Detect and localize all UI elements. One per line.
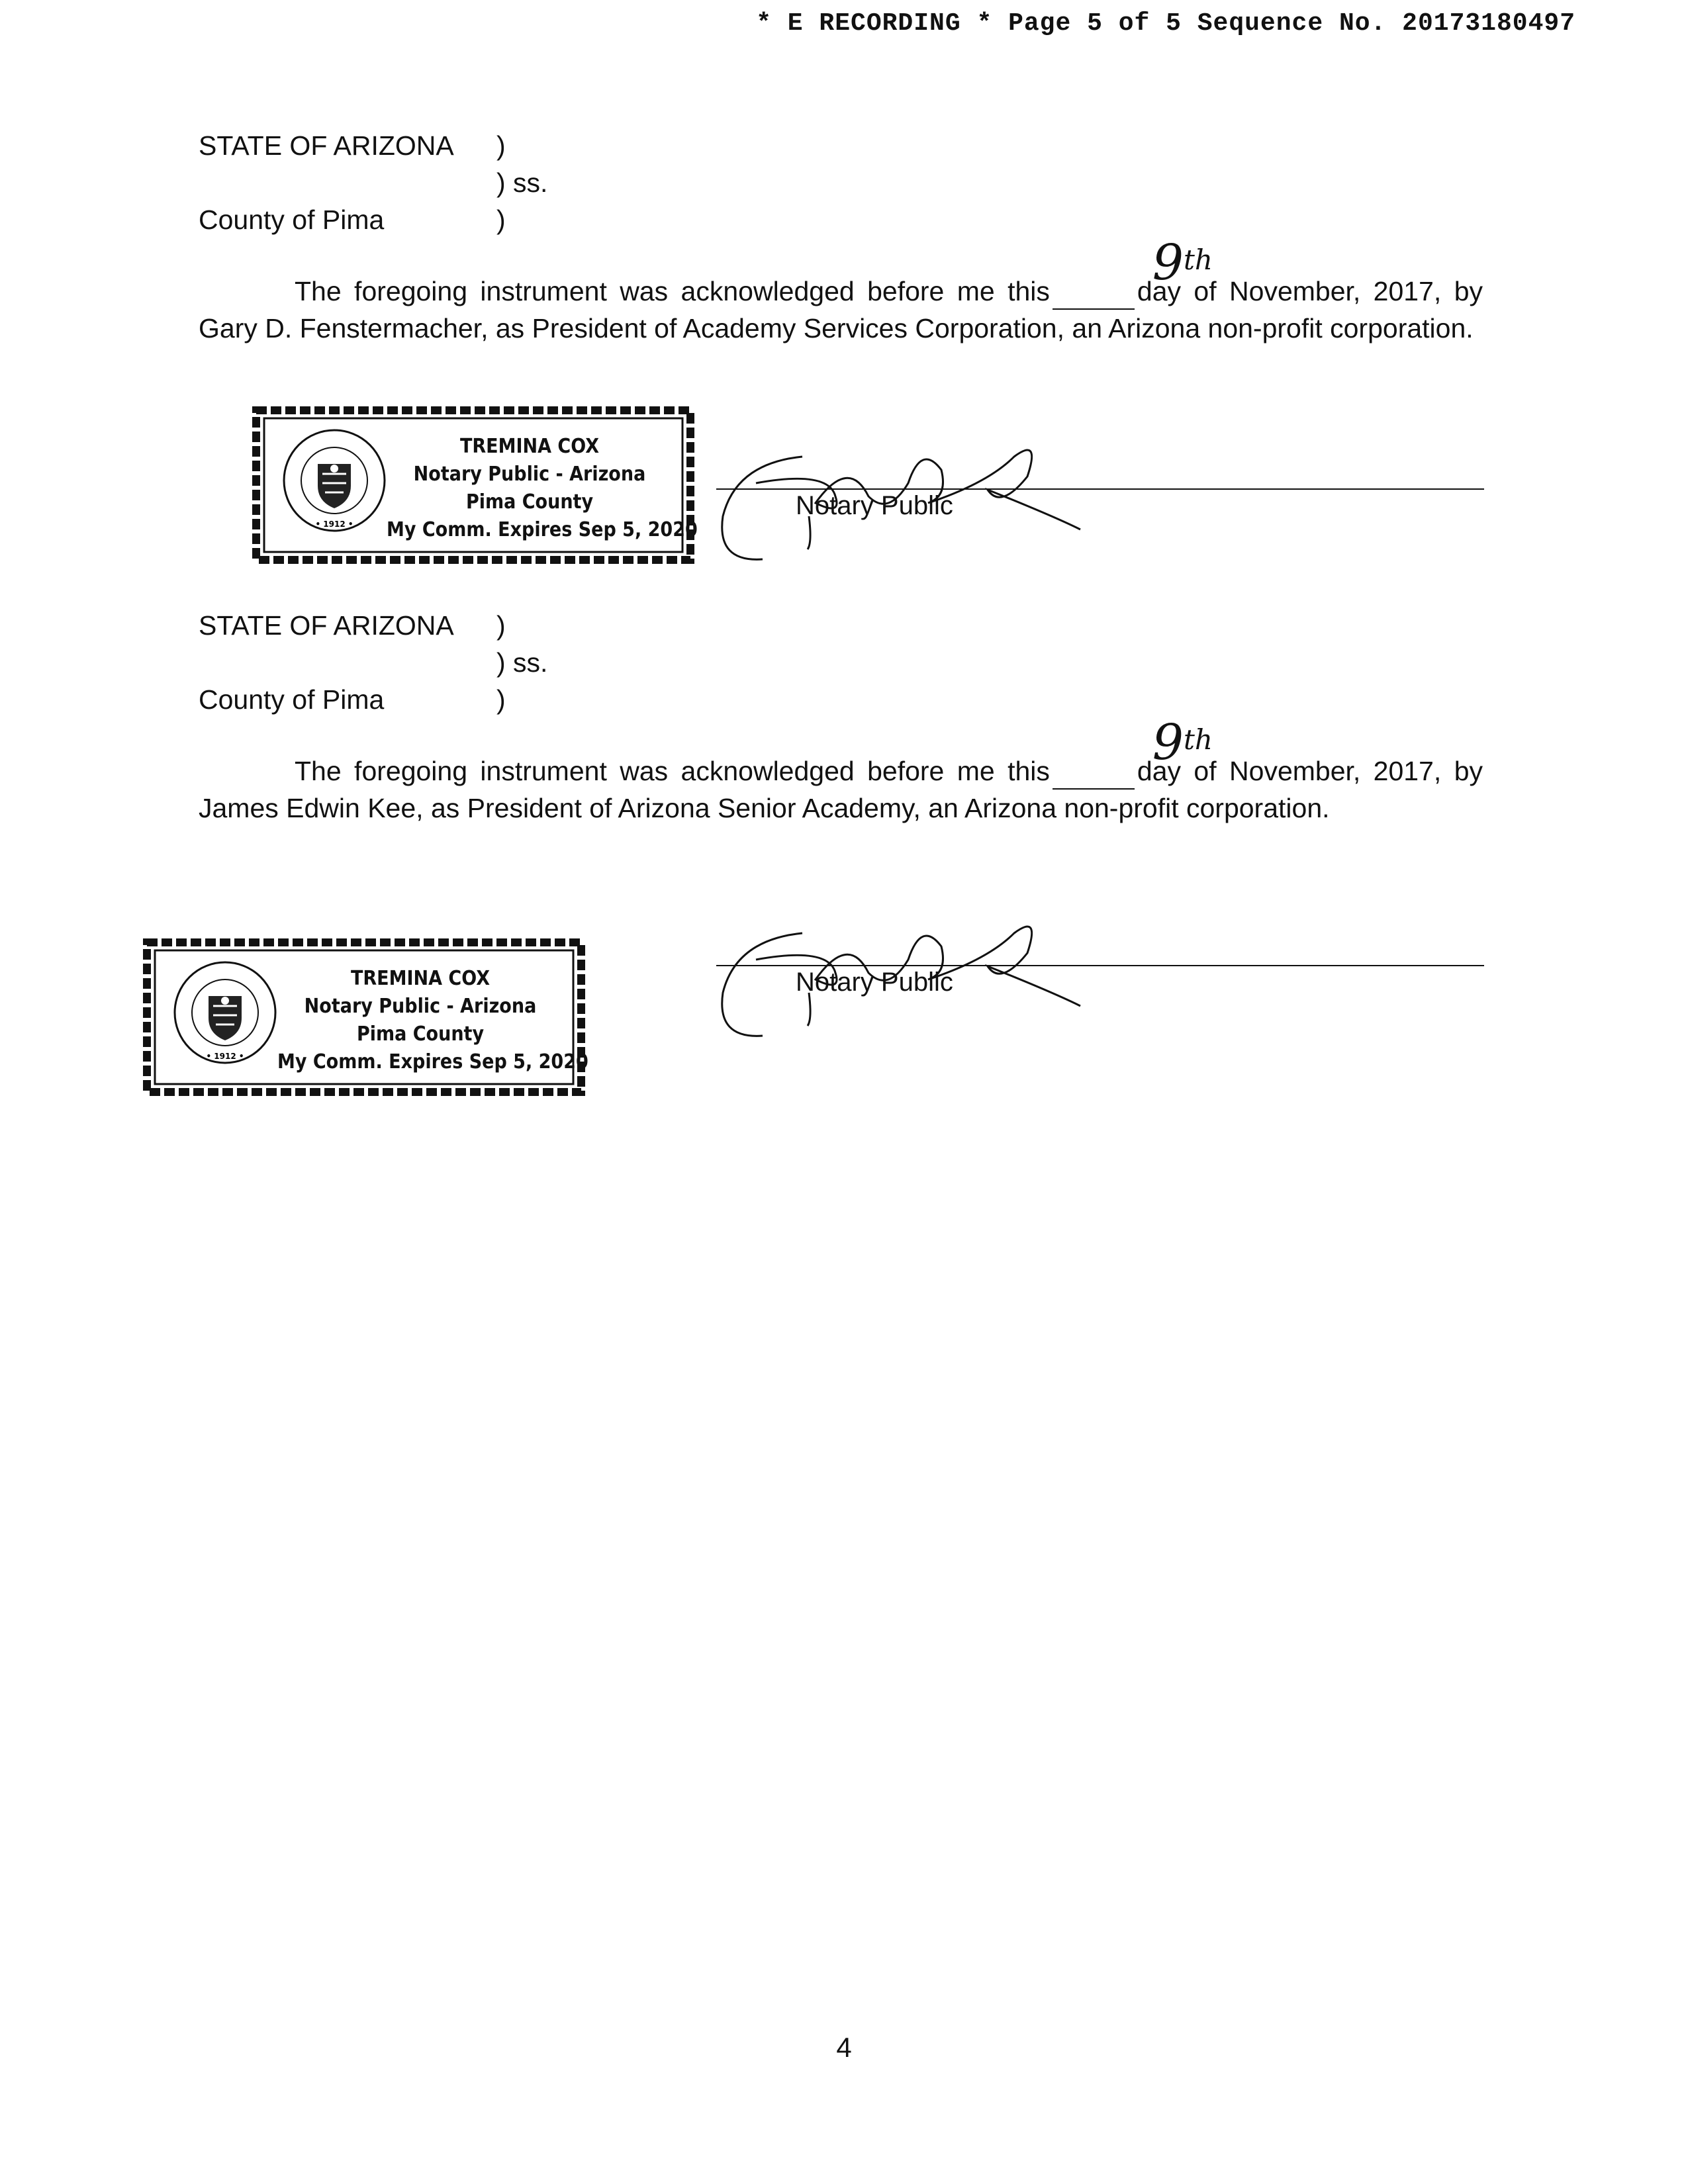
commission-expires: My Comm. Expires Sep 5, 2020: [277, 1050, 588, 1073]
ack-text-after: day of November, 2017, by James Edwin Kee, as President of Arizona Senior Academy, an Arizona non-profit corporation.: [199, 756, 1483, 823]
handwritten-day: 9th: [1152, 234, 1213, 291]
signature-block-2: [716, 927, 1484, 1019]
notary-stamp-1: [242, 396, 705, 574]
recording-header: * E RECORDING * Page 5 of 5 Sequence No. 20173180497: [756, 9, 1575, 38]
state-label: STATE OF ARIZONA: [199, 610, 454, 641]
stamp-text: [387, 433, 698, 544]
ack-text-before: The foregoing instrument was acknowledged before me this: [295, 756, 1050, 786]
day-blank: [1053, 714, 1213, 790]
venue-paren: ): [496, 610, 506, 641]
venue-block-2: [199, 607, 548, 718]
commission-expires: My Comm. Expires Sep 5, 2020: [387, 518, 698, 541]
notary-county: Pima County: [465, 490, 594, 514]
venue-paren: ): [496, 205, 506, 235]
state-label: STATE OF ARIZONA: [199, 130, 454, 161]
venue-paren: ): [496, 130, 506, 161]
venue-block-1: [199, 127, 548, 238]
notary-title: Notary Public - Arizona: [304, 995, 537, 1018]
venue-paren: ): [496, 684, 506, 715]
venue-ss: ) ss.: [496, 167, 548, 198]
signature-line: [716, 488, 1484, 490]
ack-text-before: The foregoing instrument was acknowledged before me this: [295, 276, 1050, 306]
stamp-text: [277, 965, 588, 1076]
day-blank: [1053, 234, 1213, 310]
acknowledgment-paragraph-1: [199, 234, 1483, 347]
notary-county: Pima County: [356, 1023, 485, 1046]
svg-text:• 1912 •: • 1912 •: [315, 520, 353, 529]
signature-block-1: [716, 450, 1484, 543]
county-label: County of Pima: [199, 684, 385, 715]
signature-line: [716, 965, 1484, 966]
notary-stamp-2: [132, 928, 596, 1107]
ack-text-after: day of November, 2017, by Gary D. Fenstermacher, as President of Academy Services Corporation, an Arizona non-profit corporation.: [199, 276, 1483, 343]
notary-title: Notary Public - Arizona: [413, 463, 646, 486]
notary-public-label: Notary Public: [796, 491, 953, 520]
arizona-seal-icon: [281, 428, 387, 533]
notary-public-label: Notary Public: [796, 968, 953, 997]
arizona-seal-icon: [172, 960, 278, 1066]
county-label: County of Pima: [199, 205, 385, 235]
page-number: 4: [836, 2032, 852, 2063]
notary-name: TREMINA COX: [459, 435, 600, 458]
handwritten-day: 9th: [1152, 714, 1213, 771]
venue-ss: ) ss.: [496, 647, 548, 678]
notary-name: TREMINA COX: [350, 967, 491, 990]
acknowledgment-paragraph-2: [199, 714, 1483, 827]
svg-text:• 1912 •: • 1912 •: [206, 1052, 244, 1061]
